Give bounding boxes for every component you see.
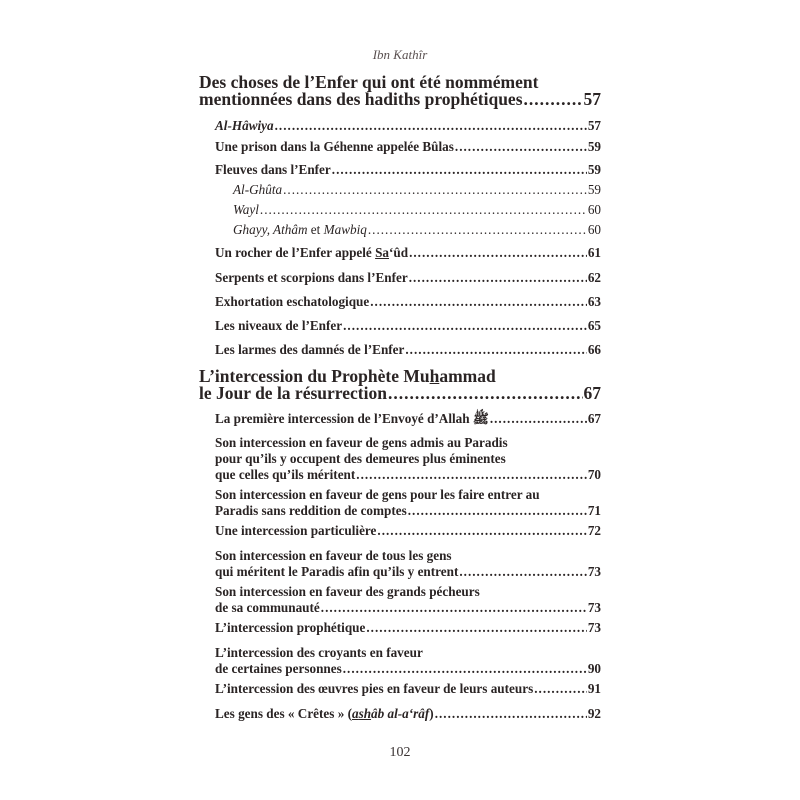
toc-entry[interactable]: Serpents et scorpions dans l’Enfer ..... 62 [215,270,601,286]
leader-dots [283,182,587,198]
leader-dots [405,342,586,358]
toc-entry[interactable]: Son intercession en faveur de gens pour les faire entrer au Paradis sans reddition de comptes ..... 71 [215,487,601,519]
running-head: Ibn Kathîr [372,47,428,62]
toc-entry[interactable]: L’intercession prophétique ..... 73 [215,620,601,636]
leader-dots [524,91,583,108]
leader-dots [332,162,587,178]
page-folio: 102 [389,745,411,760]
page-number: 57 [583,89,601,109]
leader-dots [368,222,587,238]
toc-entry[interactable]: Un rocher de l’Enfer appelé Sa‘ûd ..... 61 [215,245,601,261]
leader-dots [455,139,587,155]
leader-dots [409,270,587,286]
toc-section-heading: L’intercession du Prophète Muhammad le Jour de la résurrection ..... 67 [199,368,601,402]
leader-dots [370,294,587,310]
toc-entry[interactable]: L’intercession des œuvres pies en faveur de leurs auteurs ..... 91 [215,681,601,697]
toc-entry[interactable]: Les niveaux de l’Enfer ..... 65 [215,318,601,334]
leader-dots [356,467,587,483]
toc-subentry[interactable]: Al-Ghûta ..... 59 [233,182,601,198]
leader-dots [343,661,587,677]
toc-entry[interactable]: Al-Hâwiya ..... 57 [215,118,601,134]
leader-dots [275,118,587,134]
toc-subentry[interactable]: Wayl ..... 60 [233,202,601,218]
toc-entry[interactable]: Une prison dans la Géhenne appelée Bûlas ..... 59 [215,139,601,155]
toc-entry[interactable]: La première intercession de l’Envoyé d’Allah ﷺ ..... 67 [215,411,601,427]
toc-section-heading: Des choses de l’Enfer qui ont été nommément mentionnées dans des hadiths prophétiques ..... 57 [199,74,601,108]
leader-dots [435,706,587,722]
toc-entry[interactable]: Son intercession en faveur des grands pécheurs de sa communauté ..... 73 [215,584,601,616]
leader-dots [408,503,587,519]
leader-dots [366,620,586,636]
leader-dots [388,385,583,402]
leader-dots [490,411,587,427]
toc-entry[interactable]: le Jour de la résurrection ..... 67 [199,385,601,402]
leader-dots [534,681,587,697]
toc-entry[interactable]: Les gens des « Crêtes » (ashâb al-a‘râf) ..... 92 [215,706,601,722]
leader-dots [260,202,587,218]
leader-dots [321,600,587,616]
page-number: 67 [583,383,601,403]
leader-dots [459,564,586,580]
toc-entry[interactable]: Exhortation eschatologique ..... 63 [215,294,601,310]
toc-entry[interactable]: Une intercession particulière ..... 72 [215,523,601,539]
toc-entry[interactable]: Les larmes des damnés de l’Enfer ..... 66 [215,342,601,358]
toc-entry[interactable]: L’intercession des croyants en faveur de certaines personnes ..... 90 [215,645,601,677]
toc-entry[interactable]: Fleuves dans l’Enfer ..... 59 [215,162,601,178]
leader-dots [343,318,587,334]
leader-dots [409,245,587,261]
toc-subentry[interactable]: Ghayy, Athâm et Mawbiq ..... 60 [233,222,601,238]
leader-dots [377,523,586,539]
toc-entry[interactable]: mentionnées dans des hadiths prophétiques ..... 57 [199,91,601,108]
toc-entry[interactable]: Son intercession en faveur de gens admis au Paradis pour qu’ils y occupent des demeures plus éminentes que celles qu’ils méritent ..... 70 [215,435,601,483]
toc-entry[interactable]: Son intercession en faveur de tous les gens qui méritent le Paradis afin qu’ils y entrent ..... 73 [215,548,601,580]
